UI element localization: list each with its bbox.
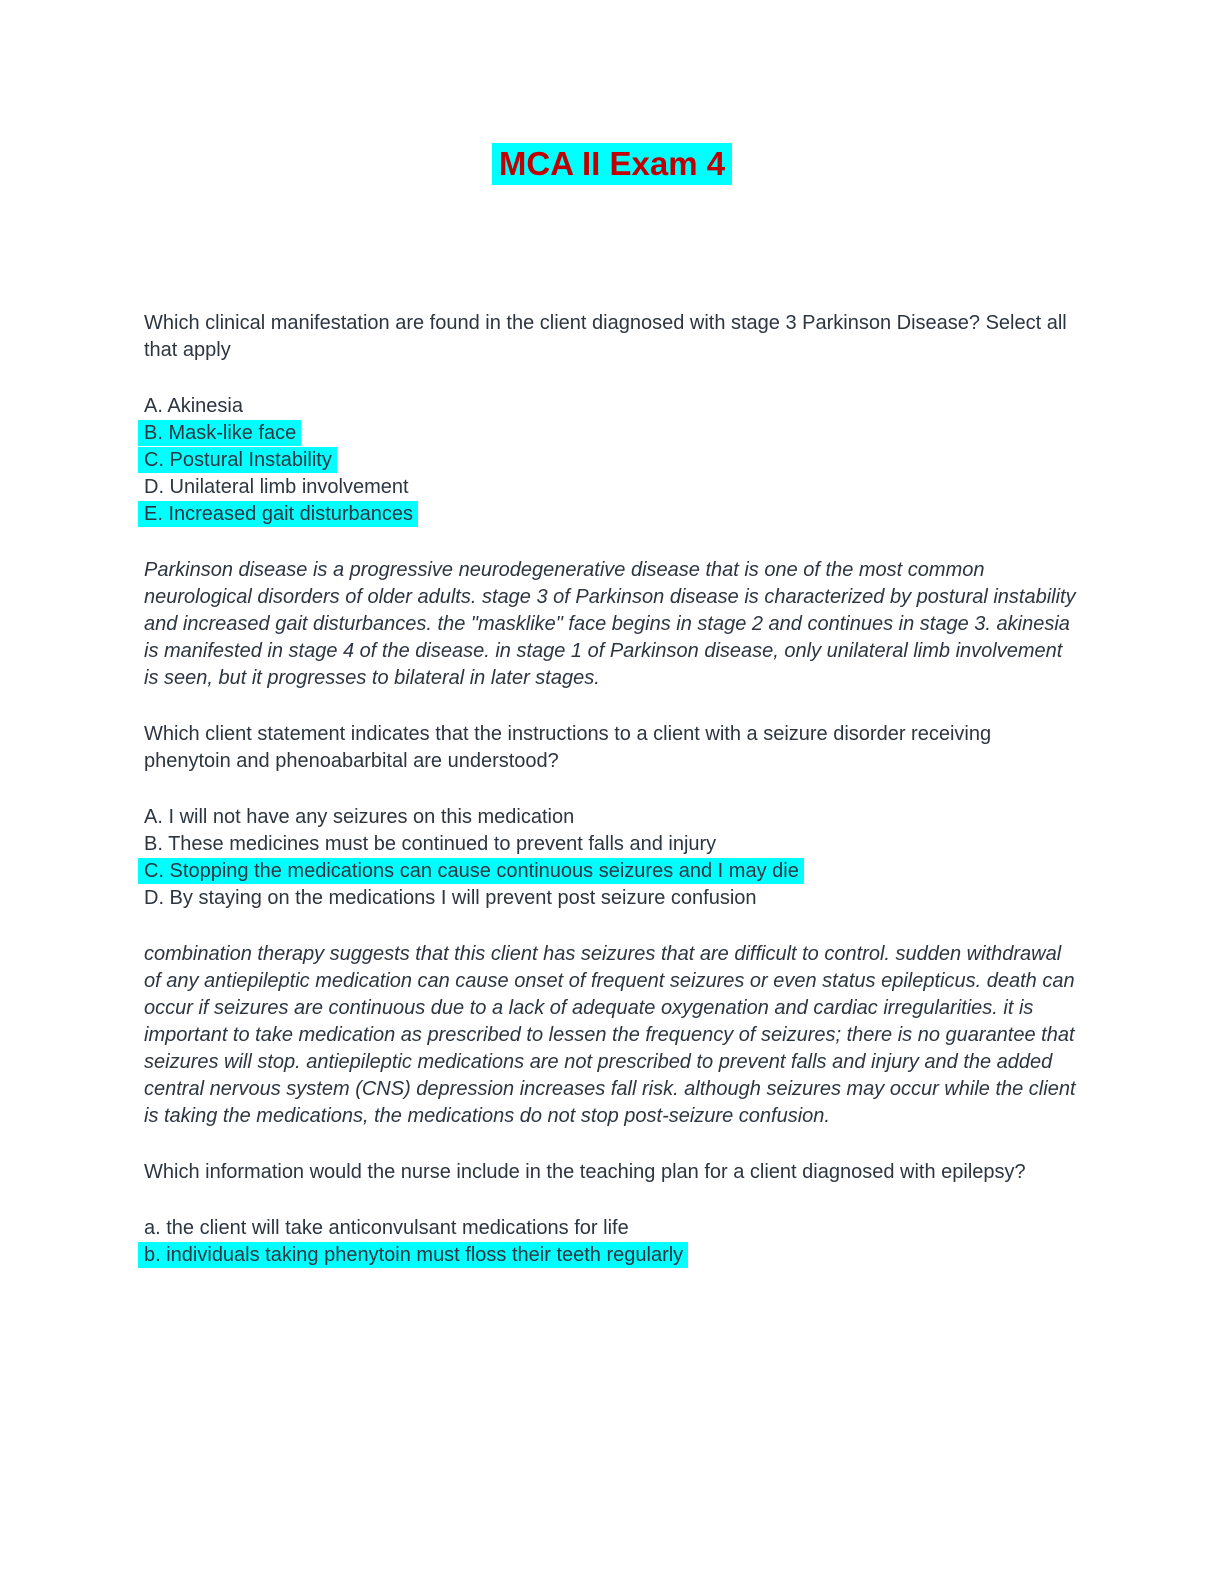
answer-option-text: C. Postural Instability <box>138 447 337 473</box>
options-list <box>144 804 1080 912</box>
answer-option-text: B. These medicines must be continued to prevent falls and injury <box>144 833 717 855</box>
answer-option <box>144 420 1080 447</box>
answer-option <box>144 885 1080 912</box>
answer-option <box>144 1215 1080 1242</box>
answer-option <box>144 501 1080 528</box>
answer-option-text: D. Unilateral limb involvement <box>144 476 409 498</box>
answer-option-text: a. the client will take anticonvulsant medications for life <box>144 1217 629 1239</box>
question-prompt: Which information would the nurse include in the teaching plan for a client diagnosed with epilepsy? <box>144 1161 1026 1183</box>
questions-container <box>144 310 1080 1269</box>
question-block <box>144 310 1080 692</box>
answer-option <box>144 447 1080 474</box>
question-block <box>144 721 1080 1130</box>
rationale-text: Parkinson disease is a progressive neurodegenerative disease that is one of the most common neurological disorders of older adults. stage 3 of Parkinson disease is characterized by postural instability and increased gait disturbances. the "masklike" face begins in stage 2 and continues in stage 3. akinesia is manifested in stage 4 of the disease. in stage 1 of Parkinson disease, only unilateral limb involvement is seen, but it progresses to bilateral in later stages. <box>144 559 1076 689</box>
rationale-text: combination therapy suggests that this client has seizures that are difficult to control. sudden withdrawal of any antiepileptic medication can cause onset of frequent seizures or even status epilepticus. death can occur if seizures are continuous due to a lack of adequate oxygenation and cardiac irregularities. it is important to take medication as prescribed to lessen the frequency of seizures; there is no guarantee that seizures will stop. antiepileptic medications are not prescribed to prevent falls and injury and the added central nervous system (CNS) depression increases fall risk. although seizures may occur while the client is taking the medications, the medications do not stop post-seizure confusion. <box>144 943 1076 1127</box>
answer-option <box>144 831 1080 858</box>
options-list <box>144 1215 1080 1269</box>
answer-option <box>144 858 1080 885</box>
question-prompt: Which client statement indicates that the instructions to a client with a seizure disorder receiving phenytoin and phenoabarbital are understood? <box>144 723 992 772</box>
answer-option-text: A. Akinesia <box>144 395 243 417</box>
answer-option-text: B. Mask-like face <box>138 420 301 446</box>
page-title-highlight: MCA II Exam 4 <box>492 143 732 185</box>
answer-option <box>144 474 1080 501</box>
answer-option-text: E. Increased gait disturbances <box>138 501 418 527</box>
options-list <box>144 393 1080 528</box>
question-prompt: Which clinical manifestation are found in the client diagnosed with stage 3 Parkinson Disease? Select all that apply <box>144 312 1067 361</box>
answer-option-text: C. Stopping the medications can cause continuous seizures and I may die <box>138 858 804 884</box>
answer-option <box>144 1242 1080 1269</box>
answer-option-text: A. I will not have any seizures on this medication <box>144 806 575 828</box>
answer-option <box>144 393 1080 420</box>
question-block <box>144 1159 1080 1269</box>
answer-option-text: b. individuals taking phenytoin must floss their teeth regularly <box>138 1242 688 1268</box>
answer-option-text: D. By staying on the medications I will prevent post seizure confusion <box>144 887 757 909</box>
answer-option <box>144 804 1080 831</box>
page-title <box>144 143 1080 185</box>
